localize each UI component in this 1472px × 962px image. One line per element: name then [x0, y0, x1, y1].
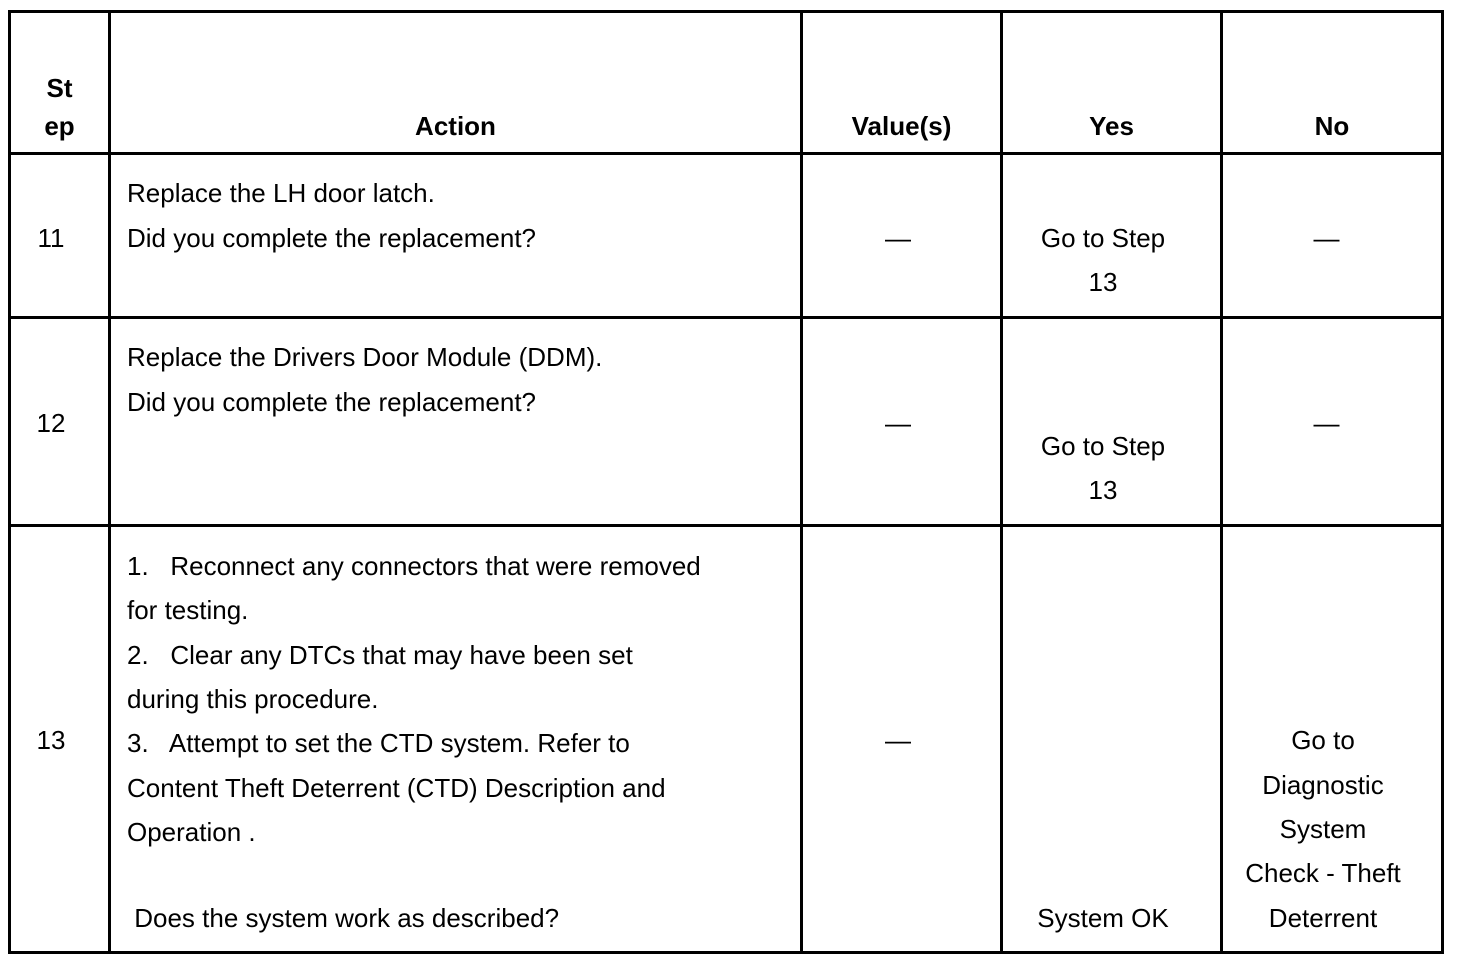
- row-divider: [11, 316, 1441, 319]
- yes-cell: Go to Step: [1040, 223, 1166, 253]
- value-cell: —: [885, 408, 911, 438]
- action-question: Does the system work as described?: [127, 903, 560, 933]
- no-cell: Go to: [1291, 725, 1355, 755]
- diagnostic-table: [8, 10, 1444, 954]
- no-cell: Check - Theft: [1245, 858, 1401, 888]
- no-cell: —: [1313, 223, 1340, 253]
- no-cell: Diagnostic: [1262, 770, 1384, 800]
- action-text: Replace the LH door latch.: [127, 178, 435, 208]
- yes-cell: System OK: [1037, 903, 1169, 933]
- header-yes: Yes: [1089, 111, 1134, 141]
- action-text: Did you complete the replacement?: [127, 387, 537, 417]
- no-cell: Deterrent: [1268, 903, 1378, 933]
- header-no: No: [1314, 111, 1350, 141]
- action-text: during this procedure.: [127, 684, 379, 714]
- step-number: 11: [37, 223, 65, 253]
- step-number: 12: [36, 408, 66, 438]
- yes-cell: 13: [1088, 475, 1118, 505]
- row-divider: [11, 524, 1441, 527]
- value-cell: —: [885, 223, 911, 253]
- row-divider: [11, 152, 1441, 155]
- action-text: Content Theft Deterrent (CTD) Description and: [127, 773, 666, 803]
- action-text: 3. Attempt to set the CTD system. Refer to: [127, 728, 630, 758]
- action-text: for testing.: [127, 595, 249, 625]
- yes-cell: Go to Step: [1040, 431, 1166, 461]
- no-cell: System: [1279, 814, 1367, 844]
- header-values: Value(s): [851, 111, 952, 141]
- step-number: 13: [36, 725, 66, 755]
- header-step-line1: St: [46, 73, 73, 103]
- action-text: Operation .: [127, 817, 256, 847]
- action-text: 2. Clear any DTCs that may have been set: [127, 640, 633, 670]
- action-text: Replace the Drivers Door Module (DDM).: [127, 342, 603, 372]
- value-cell: —: [885, 725, 911, 755]
- action-text: Did you complete the replacement?: [127, 223, 537, 253]
- yes-cell: 13: [1088, 267, 1118, 297]
- header-step-line2: ep: [44, 111, 75, 141]
- header-action: Action: [415, 111, 496, 141]
- no-cell: —: [1313, 408, 1340, 438]
- action-text: 1. Reconnect any connectors that were removed: [127, 551, 701, 581]
